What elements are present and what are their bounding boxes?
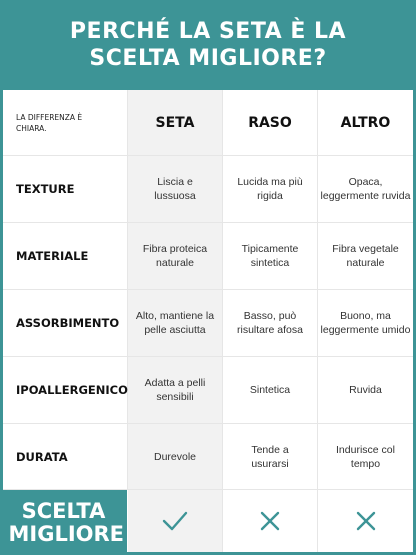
cell-text: Opaca, leggermente ruvida (320, 176, 411, 202)
table-cell (128, 424, 223, 490)
cell-text: Basso, può risultare afosa (237, 310, 303, 336)
column-header-label: SETA (155, 114, 195, 131)
row-label-ipoallergenico (3, 357, 128, 424)
cell-text: Alto, mantiene la pelle asciutta (135, 310, 215, 336)
cell-text: Fibra vegetale naturale (332, 243, 399, 269)
column-header-label: ALTRO (340, 114, 391, 131)
cell-text: Liscia e lussuosa (154, 176, 196, 202)
cell-text: Fibra proteica naturale (142, 243, 208, 269)
row-label-texture (3, 156, 128, 223)
corner-label: LA DIFFERENZA È CHIARA. (16, 112, 83, 133)
table-cell (223, 290, 318, 357)
cell-text: Durevole (153, 450, 197, 463)
page-title: PERCHÉ LA SETA È LA SCELTA MIGLIORE? (69, 19, 347, 71)
table-cell (128, 223, 223, 290)
cross-icon (355, 510, 377, 532)
column-header-label: RASO (248, 114, 292, 131)
table-cell (318, 424, 413, 490)
cell-text: Sintetica (249, 384, 291, 396)
header-banner (0, 0, 416, 90)
row-label-assorbimento (3, 290, 128, 357)
row-label: ASSORBIMENTO (16, 316, 120, 330)
best-mark-seta (128, 490, 223, 552)
table-cell (223, 357, 318, 424)
check-icon (161, 510, 189, 532)
table-cell (318, 223, 413, 290)
table-cell (318, 156, 413, 223)
column-header-altro (318, 90, 413, 156)
table-cell (128, 156, 223, 223)
comparison-table (3, 90, 413, 552)
row-label: TEXTURE (16, 182, 75, 196)
table-cell (318, 357, 413, 424)
cell-text: Buono, ma leggermente umido (320, 310, 411, 336)
row-label: MATERIALE (16, 249, 89, 263)
column-header-seta (128, 90, 223, 156)
table-cell (223, 156, 318, 223)
cell-text: Adatta a pelli sensibili (144, 377, 206, 403)
best-choice-text: SCELTA MIGLIORE (8, 498, 125, 546)
cell-text: Indurisce col tempo (336, 443, 395, 470)
corner-label-cell (3, 90, 128, 156)
cell-text: Lucida ma più rigida (237, 176, 303, 202)
best-choice-label (0, 490, 127, 555)
table-cell (223, 424, 318, 490)
column-header-raso (223, 90, 318, 156)
best-mark-raso (223, 490, 318, 552)
table-cell (223, 223, 318, 290)
cross-icon (259, 510, 281, 532)
cell-text: Tipicamente sintetica (241, 243, 299, 269)
cell-text: Tende a usurarsi (251, 443, 289, 470)
row-label: IPOALLERGENICO (16, 383, 128, 397)
row-label-durata (3, 424, 128, 490)
table-cell (128, 290, 223, 357)
table-cell (318, 290, 413, 357)
cell-text: Ruvida (349, 384, 382, 396)
row-label: DURATA (16, 449, 68, 464)
best-mark-altro (318, 490, 413, 552)
row-label-materiale (3, 223, 128, 290)
table-cell (128, 357, 223, 424)
